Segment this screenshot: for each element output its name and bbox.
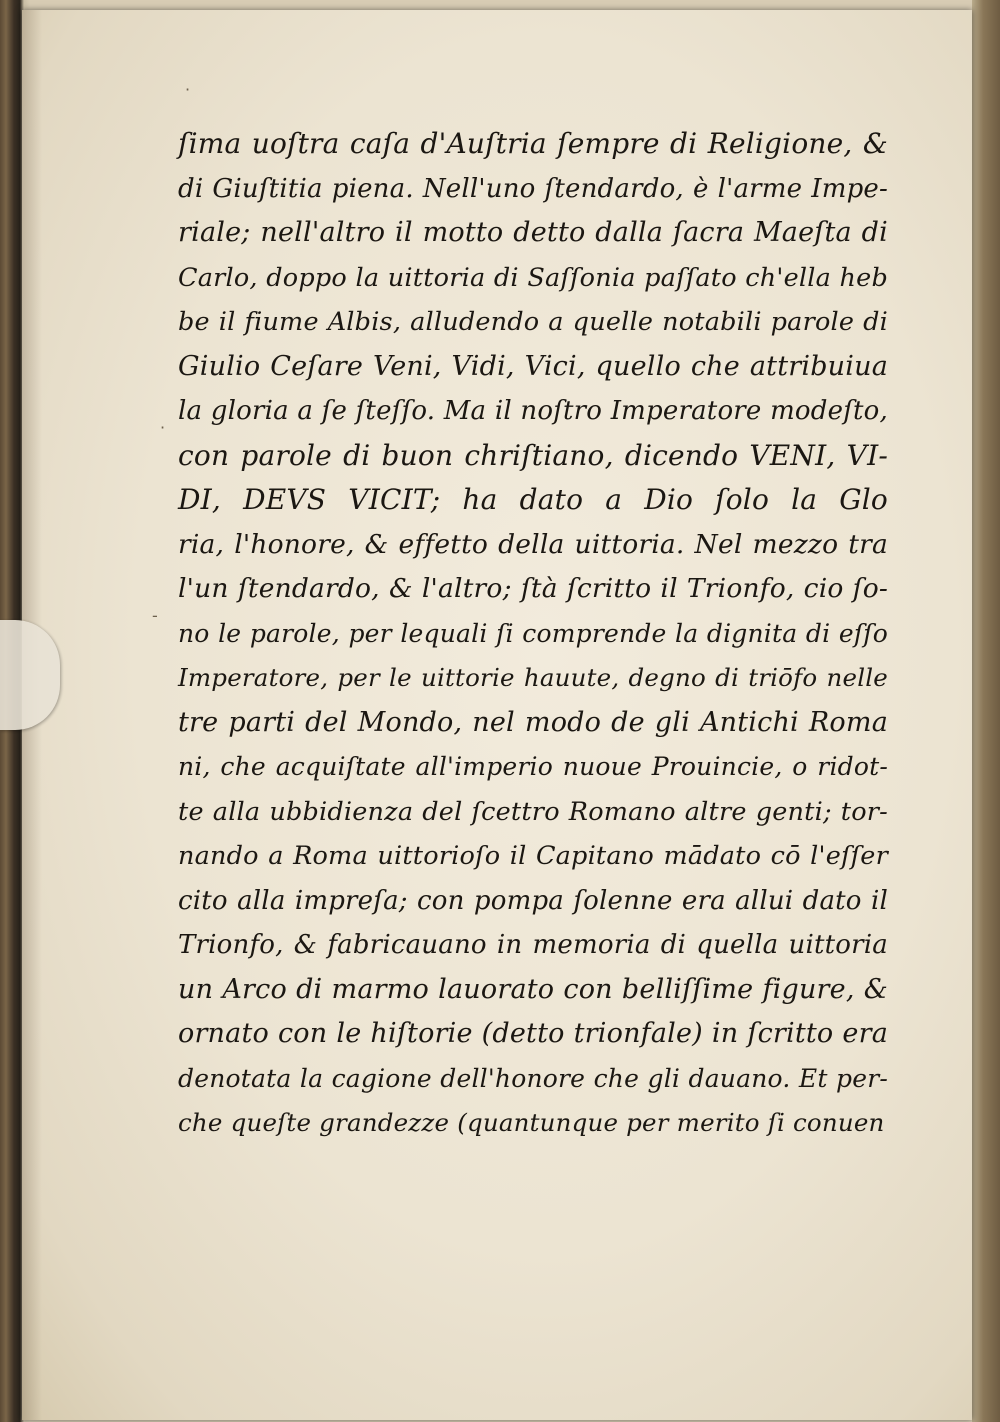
page-text — [178, 122, 888, 1146]
text-line: Carlo, doppo la uittoria di Saſſonia paſſato ch'ella heb — [178, 262, 888, 293]
text-line: no le parole, per lequali ſi comprende la dignita di eſſo — [178, 618, 888, 648]
text-line: con parole di buon chriſtiano, dicendo VENI, VI- — [178, 438, 888, 472]
text-line: di Giuſtitia piena. Nell'uno ſtendardo, è l'arme Impe- — [178, 173, 888, 204]
text-line: Trionfo, & fabricauano in memoria di quella uittoria — [178, 930, 888, 960]
text-line: cito alla impreſa; con pompa ſolenne era allui dato il — [178, 885, 888, 916]
text-line: DI, DEVS VICIT; ha dato a Dio ſolo la Glo — [178, 483, 888, 516]
text-line: riale; nell'altro il motto detto dalla ſacra Maeſta di — [178, 217, 888, 248]
text-line: l'un ſtendardo, & l'altro; ſtà ſcritto il Trionfo, cio ſo- — [178, 573, 888, 604]
text-line: ni, che acquiſtate all'imperio nuoue Prouincie, o ridot- — [178, 752, 888, 781]
text-line: ria, l'honore, & effetto della uittoria. Nel mezzo tra — [178, 528, 888, 560]
text-line: ornato con le hiſtorie (detto trionfale) in ſcritto era — [178, 1018, 888, 1049]
text-line: denotata la cagione dell'honore che gli dauano. Et per- — [178, 1063, 888, 1093]
page-mark: - — [152, 606, 158, 625]
page-mark: · — [185, 80, 191, 99]
text-line: la gloria a ſe ſteſſo. Ma il noſtro Imperatore modeſto, — [178, 396, 888, 426]
text-line: che queſte grandezze (quantunque per merito ſi conuen — [178, 1108, 885, 1137]
text-line: ſima uoſtra caſa d'Auſtria ſempre di Religione, & — [178, 127, 888, 160]
text-line: be il fiume Albis, alludendo a quelle notabili parole di — [178, 307, 888, 337]
text-line: tre parti del Mondo, nel modo de gli Antichi Roma — [178, 706, 888, 738]
book-edge — [972, 0, 1000, 1422]
text-line: un Arco di marmo lauorato con belliſſime figure, & — [178, 973, 888, 1005]
text-line: Imperatore, per le uittorie hauute, degno di triōfo nelle — [178, 663, 888, 692]
page-mark: · — [160, 418, 166, 437]
text-line: Giulio Ceſare Veni, Vidi, Vici, quello che attribuiua — [178, 350, 888, 382]
text-line: te alla ubbidienza del ſcettro Romano altre genti; tor- — [178, 796, 888, 827]
text-line: nando a Roma uittorioſo il Capitano mādato cō l'eſſer — [178, 841, 888, 871]
